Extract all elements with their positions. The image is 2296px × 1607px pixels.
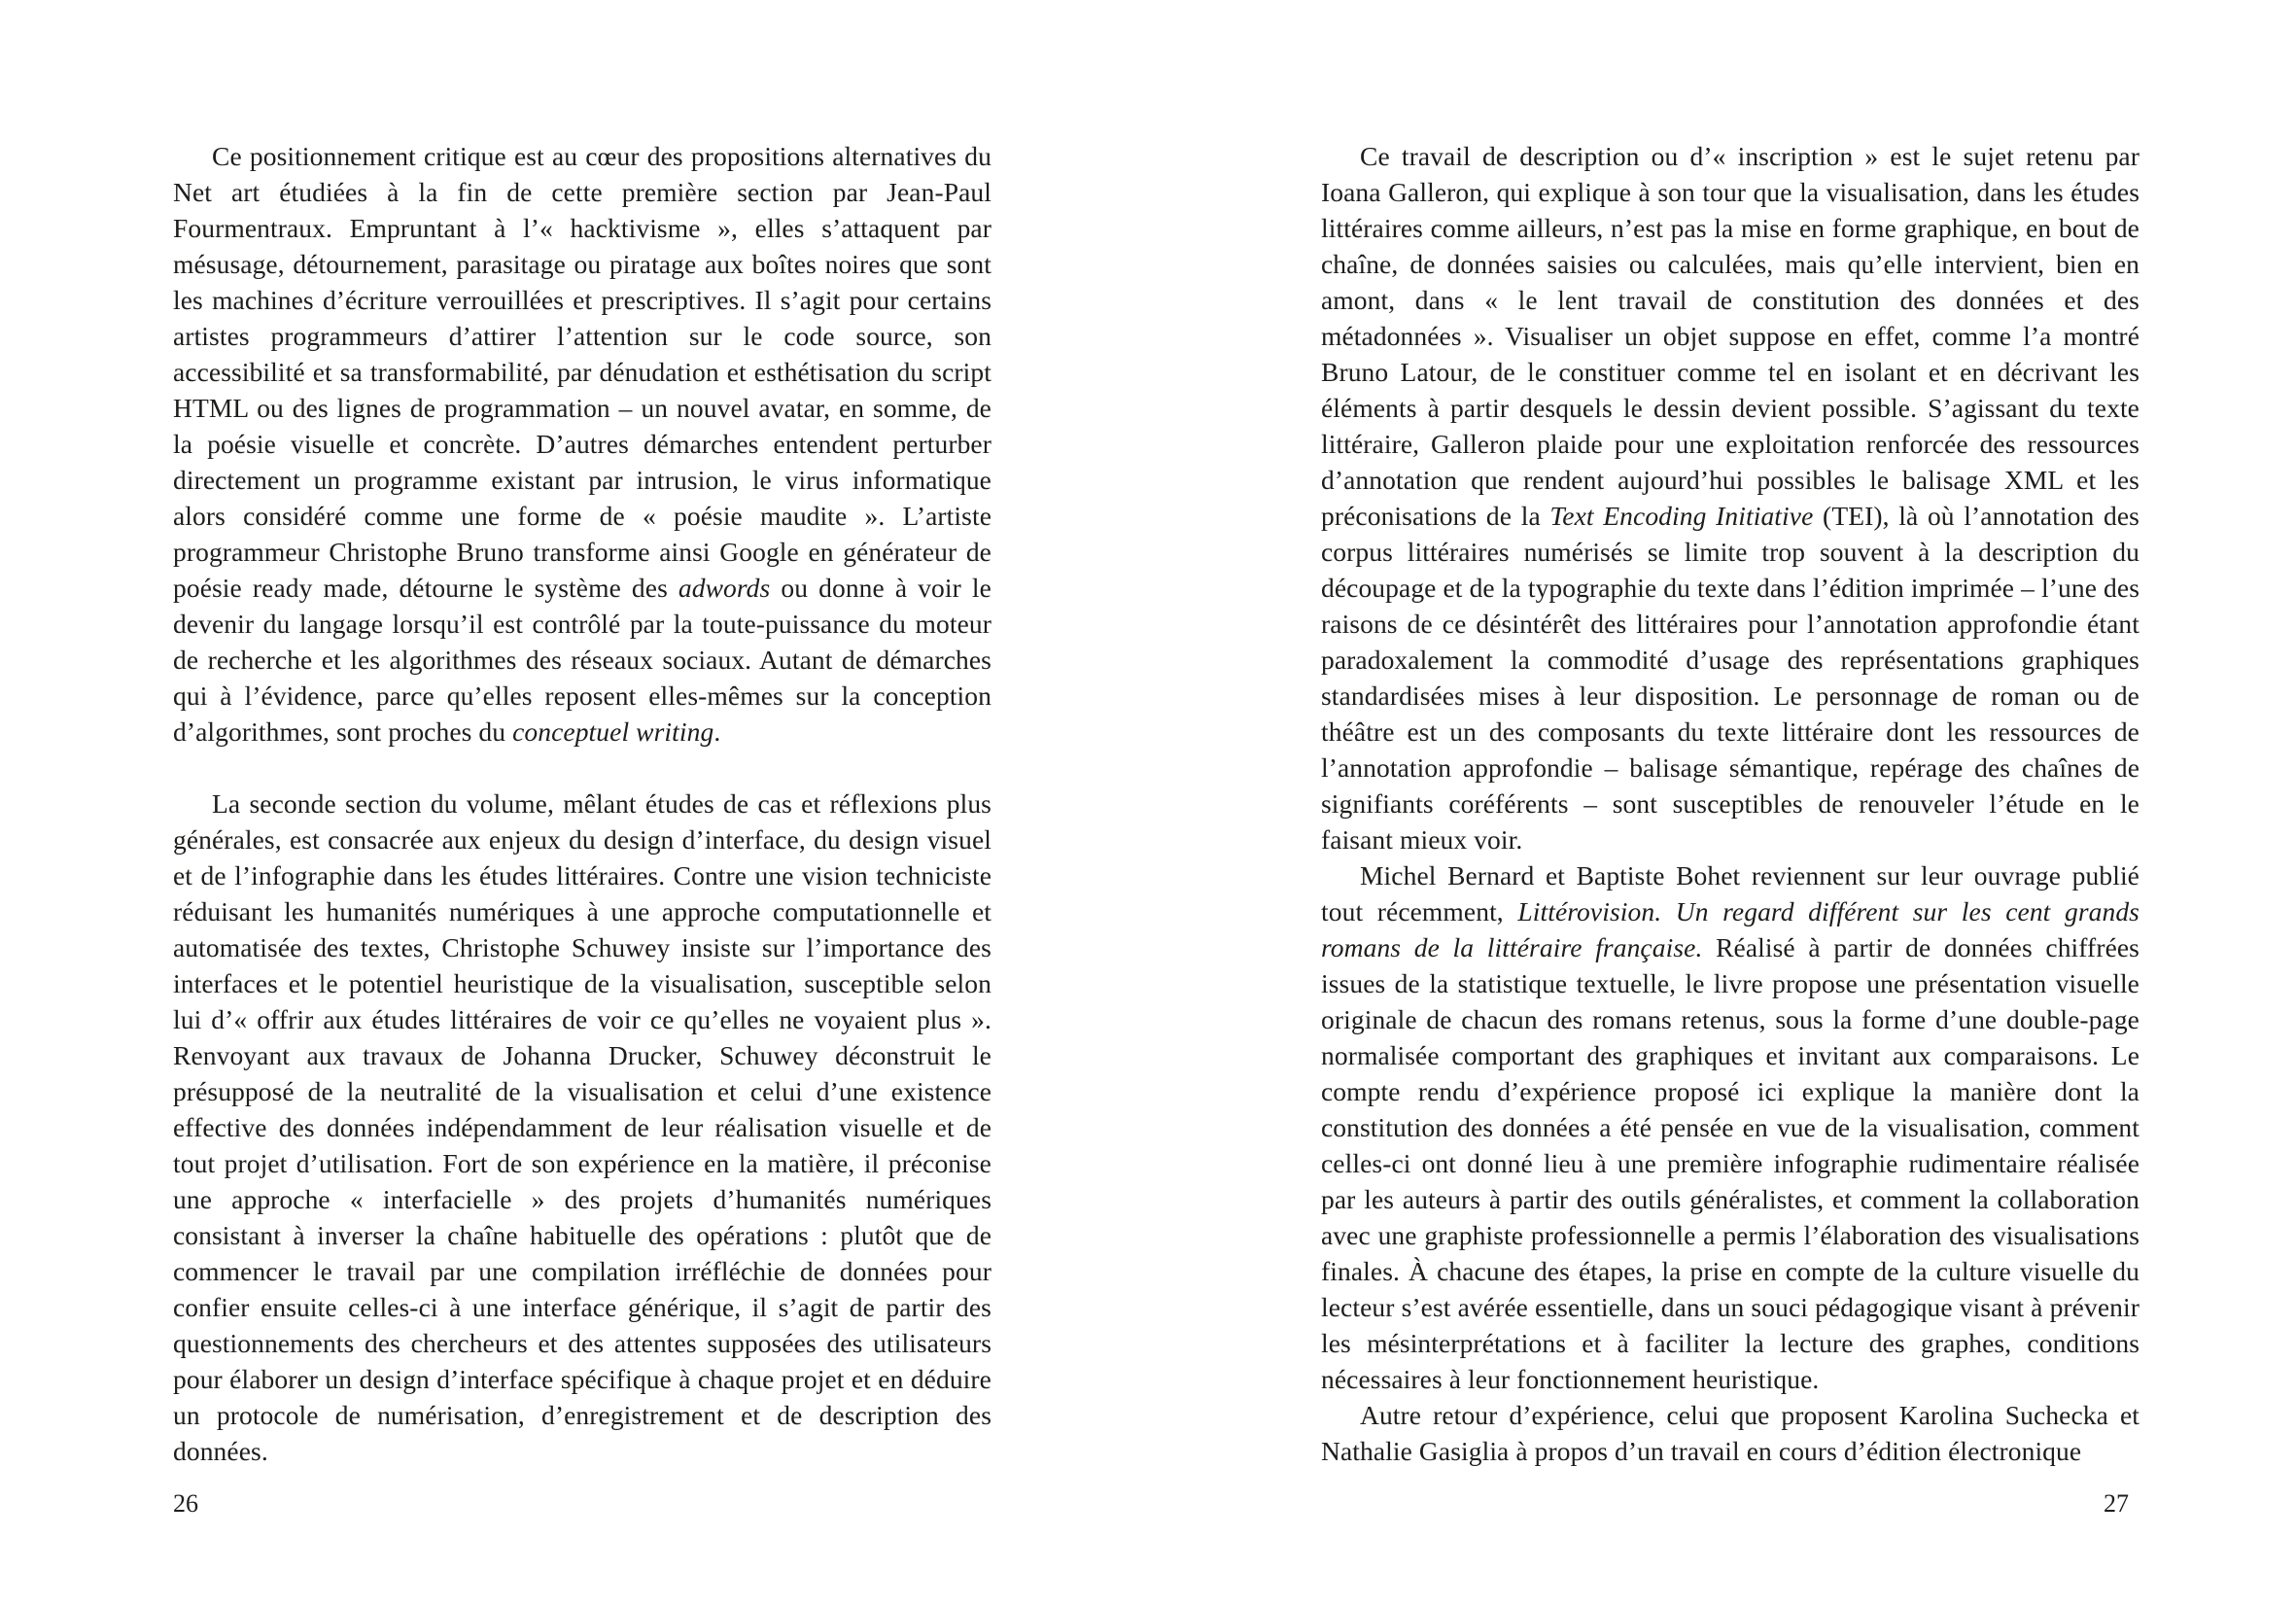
italic-text-run: adwords bbox=[678, 573, 771, 603]
paragraph bbox=[1321, 138, 2139, 857]
text-run: (TEI), là où l’annotation des corpus littéraires numérisés se limite trop souvent à la description du découpage et de la typographie du texte dans l’édition imprimée – l’une des raisons de ce désintérêt des littéraires pour l’annotation approfondie étant paradoxalement la commodité d’usage des représentations graphiques standardisées mises à leur disposition. Le personnage de roman ou de théâtre est un des composants du texte littéraire dont les ressources de l’annotation approfondie – balisage sémantique, repérage des chaînes de signifiants coréférents – sont susceptibles de renouveler l’étude en le faisant mieux voir. bbox=[1321, 501, 2139, 855]
italic-text-run: Text Encoding Initiative bbox=[1549, 501, 1814, 531]
page-right-text-block bbox=[1321, 138, 2139, 1469]
text-run: Réalisé à partir de données chiffrées issues de la statistique textuelle, le livre propose une présentation visuelle originale de chacun des romans retenus, sous la forme d’une double-page normalisée comportant des graphiques et invitant aux comparaisons. Le compte rendu d’expérience proposé ici explique la manière dont la constitution des données a été pensée en vue de la visualisation, comment celles-ci ont donné lieu à une première infographie rudimentaire réalisée par les auteurs à partir des outils généralistes, et comment la collaboration avec une graphiste professionnelle a permis l’élaboration des visualisations finales. À chacune des étapes, la prise en compte de la culture visuelle du lecteur s’est avérée essentielle, dans un souci pédagogique visant à prévenir les mésinterprétations et à faciliter la lecture des graphes, conditions nécessaires à leur fonctionnement heuristique. bbox=[1321, 932, 2139, 1394]
paragraph bbox=[1321, 1397, 2139, 1469]
text-run: Autre retour d’expérience, celui que proposent Karolina Suchecka et Nathalie Gasiglia à propos d’un travail en cours d’édition électronique bbox=[1321, 1400, 2139, 1466]
text-run: Ce travail de description ou d’« inscription » est le sujet retenu par Ioana Galleron, qui explique à son tour que la visualisation, dans les études littéraires comme ailleurs, n’est pas la mise en forme graphique, en bout de chaîne, de données saisies ou calculées, mais qu’elle intervient, bien en amont, dans « le lent travail de constitution des données et des métadonnées ». Visualiser un objet suppose en effet, comme l’a montré Bruno Latour, de le constituer comme tel en isolant et en décrivant les éléments à partir desquels le dessin devient possible. S’agissant du texte littéraire, Galleron plaide pour une exploitation renforcée des ressources d’annotation que rendent aujourd’hui possibles le balisage XML et les préconisations de la bbox=[1321, 141, 2139, 531]
page-right bbox=[1148, 0, 2296, 1607]
italic-text-run: Littérovision. Un regard différent sur les cent grands romans de la littéraire française. bbox=[1321, 896, 2139, 962]
text-run: Ce positionnement critique est au cœur des propositions alternatives du Net art étudiées à la fin de cette première section par Jean-Paul Fourmentraux. Empruntant à l’« hacktivisme », elles s’attaquent par mésusage, détournement, parasitage ou piratage aux boîtes noires que sont les machines d’écriture verrouillées et prescriptives. Il s’agit pour certains artistes programmeurs d’attirer l’attention sur le code source, son accessibilité et sa transformabilité, par dénudation et esthétisation du script HTML ou des lignes de programmation – un nouvel avatar, en somme, de la poésie visuelle et concrète. D’autres démarches entendent perturber directement un programme existant par intrusion, le virus informatique alors considéré comme une forme de « poésie maudite ». L’artiste programmeur Christophe Bruno transforme ainsi Google en générateur de poésie ready made, détourne le système des bbox=[173, 141, 991, 603]
italic-text-run: conceptuel writing bbox=[512, 716, 714, 747]
page-left-text-block bbox=[173, 138, 991, 1469]
paragraph bbox=[1321, 857, 2139, 1397]
page-number-right: 27 bbox=[2104, 1489, 2129, 1518]
paragraph bbox=[173, 138, 991, 750]
text-run: La seconde section du volume, mêlant études de cas et réflexions plus générales, est consacrée aux enjeux du design d’interface, du design visuel et de l’infographie dans les études littéraires. Contre une vision techniciste réduisant les humanités numériques à une approche computationnelle et automatisée des textes, Christophe Schuwey insiste sur l’importance des interfaces et le potentiel heuristique de la visualisation, susceptible selon lui d’« offrir aux études littéraires de voir ce qu’elles ne voyaient plus ». Renvoyant aux travaux de Johanna Drucker, Schuwey déconstruit le présupposé de la neutralité de la visualisation et celui d’une existence effective des données indépendamment de leur réalisation visuelle et de tout projet d’utilisation. Fort de son expérience en la matière, il préconise une approche « interfacielle » des projets d’humanités numériques consistant à inverser la chaîne habituelle des opérations : plutôt que de commencer le travail par une compilation irréfléchie de données pour confier ensuite celles-ci à une interface générique, il s’agit de partir des questionnements des chercheurs et des attentes supposées des utilisateurs pour élaborer un design d’interface spécifique à chaque projet et en déduire un protocole de numérisation, d’enregistrement et de description des données. bbox=[173, 788, 991, 1466]
page-number-left: 26 bbox=[173, 1489, 198, 1518]
text-run: ou donne à voir le devenir du langage lorsqu’il est contrôlé par la toute-puissance du moteur de recherche et les algorithmes des réseaux sociaux. Autant de démarches qui à l’évidence, parce qu’elles reposent elles-mêmes sur la conception d’algorithmes, sont proches du bbox=[173, 573, 991, 747]
paragraph bbox=[173, 786, 991, 1469]
text-run: Michel Bernard et Baptiste Bohet reviennent sur leur ouvrage publié tout récemment, bbox=[1321, 860, 2139, 926]
text-run: . bbox=[713, 716, 721, 747]
